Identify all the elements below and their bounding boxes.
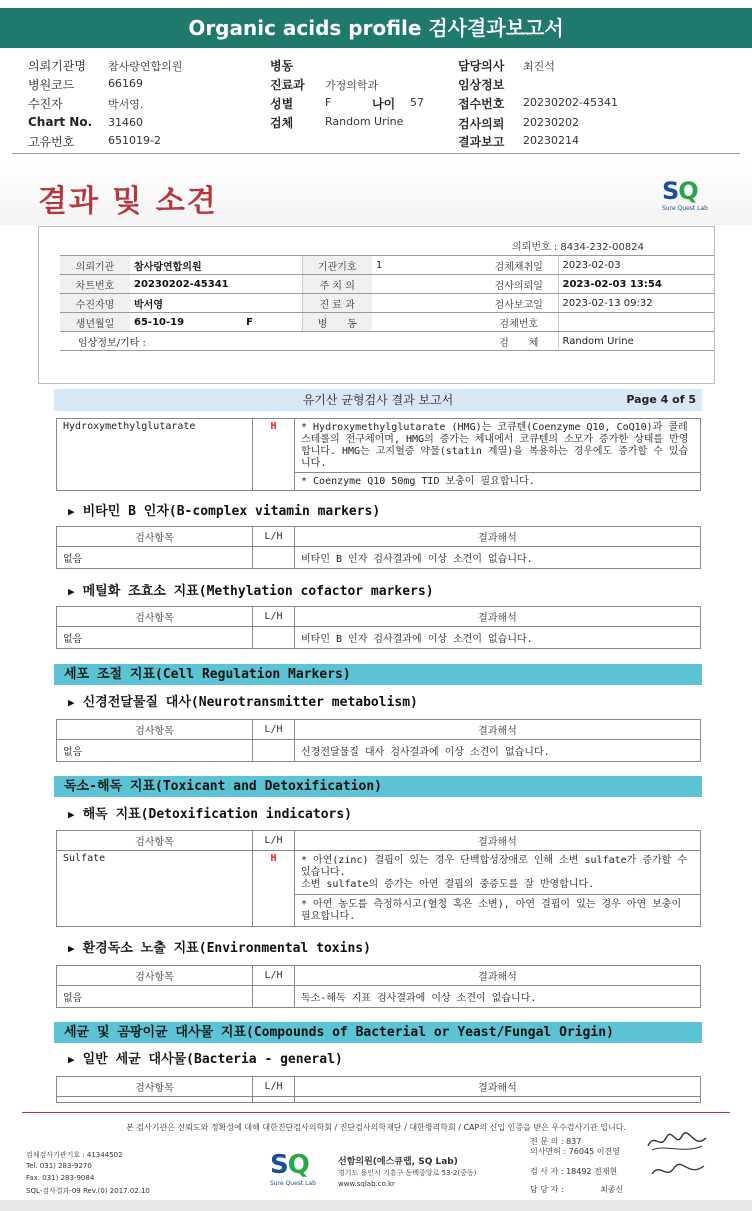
section-toxicant: 독소-해독 지표(Toxicant and Detoxification)	[54, 776, 702, 797]
col-header-lh: L/H	[253, 1077, 295, 1097]
table-row	[60, 332, 714, 351]
specimen-value: Random Urine	[558, 332, 714, 351]
logo-sub: Sure Quest Lab	[270, 1180, 316, 1187]
info-label: 수진자명	[60, 294, 130, 313]
test-item: Sulfate	[57, 851, 253, 927]
clinical-info: 임상정보/기타 :	[60, 332, 480, 351]
flag-high: H	[253, 851, 295, 927]
footer-left-line: Tel. 031) 283-9270	[26, 1162, 92, 1170]
result-title: 결과 및 소견	[38, 184, 218, 219]
footer-sq-logo	[270, 1150, 316, 1187]
info-value	[130, 313, 302, 332]
org-website: www.sqlab.co.kr	[338, 1180, 395, 1188]
hdr-value: 31460	[108, 116, 143, 129]
table-row	[60, 275, 714, 294]
info-value: 박서영	[130, 294, 302, 313]
info-value: 2023-02-13 09:32	[558, 294, 714, 313]
report-info-table	[60, 255, 714, 351]
logo-sub: Sure Quest Lab	[662, 205, 708, 212]
col-header-item: 검사항목	[57, 1077, 253, 1097]
hdr-label: Chart No.	[28, 115, 93, 129]
table-row	[57, 1097, 701, 1103]
info-label: 진 료 과	[302, 294, 372, 313]
interpretation	[295, 851, 701, 895]
vitb-table	[56, 526, 701, 569]
col-header-interp: 결과해석	[295, 607, 701, 627]
detox-table	[56, 830, 701, 927]
divider	[12, 153, 740, 154]
section-bacterial: 세균 및 곰팡이균 대사물 지표(Compounds of Bacterial or Yeast/Fungal Origin)	[54, 1022, 702, 1043]
page-number: Page 4 of 5	[626, 393, 696, 406]
interpretation: * Coenzyme Q10 50mg TID 보충이 필요합니다.	[295, 473, 701, 491]
hdr-value: 최진석	[523, 60, 555, 73]
col-header-lh: L/H	[253, 831, 295, 851]
test-item	[57, 1097, 253, 1103]
table-row	[60, 313, 714, 332]
interpretation: 비타민 B 인자 검사결과에 이상 소견이 없습니다.	[295, 627, 701, 649]
col-header-item: 검사항목	[57, 527, 253, 547]
triangle-right-icon: ▶	[68, 696, 75, 709]
footer-divider	[22, 1112, 730, 1113]
hdr-label: 검사의뢰	[458, 117, 505, 131]
col-header-interp: 결과해석	[295, 966, 701, 986]
interpretation	[295, 1097, 701, 1103]
table-row	[60, 256, 714, 275]
org-name: 선함의원(에스큐랩, SQ Lab)	[338, 1157, 458, 1167]
env-table	[56, 965, 701, 1008]
subsection-title: 신경전달물질 대사(Neurotransmitter metabolism)	[82, 695, 418, 710]
test-item: 없음	[57, 627, 253, 649]
flag	[253, 627, 295, 649]
footer-left-line: Fax. 031) 283-9084	[26, 1174, 95, 1182]
flag	[253, 1097, 295, 1103]
subsection-detox	[68, 803, 352, 822]
test-item: 없음	[57, 740, 253, 762]
hdr-label: 진료과	[270, 78, 305, 92]
hdr-label: 접수번호	[458, 97, 505, 111]
table-header	[57, 1077, 701, 1097]
col-header-item: 검사항목	[57, 966, 253, 986]
interpretation: * 아연 농도를 측정하시고(혈청 혹은 소변), 아연 결핍이 있는 경우 아연 보충이 필요합니다.	[295, 895, 701, 927]
charge-label: 담 당 자 :	[530, 1185, 564, 1194]
table-row	[57, 851, 701, 895]
info-label: 생년월일	[60, 313, 130, 332]
logo-s: S	[662, 177, 679, 205]
info-label: 검사의뢰일	[480, 275, 558, 294]
interp-line: 소변 sulfate의 증가는 아연 결핍의 중증도를 잘 반영합니다.	[301, 878, 595, 890]
table-header	[57, 966, 701, 986]
hdr-label: 결과보고	[458, 135, 505, 149]
test-item: 없음	[57, 547, 253, 569]
table-row	[57, 986, 701, 1008]
triangle-right-icon: ▶	[68, 505, 75, 518]
doctor-line	[530, 1146, 620, 1157]
subsection-title: 일반 세균 대사물(Bacteria - general)	[82, 1052, 343, 1067]
info-value: 20230202-45341	[130, 275, 302, 294]
table-row	[57, 547, 701, 569]
flag	[253, 986, 295, 1008]
col-header-lh: L/H	[253, 527, 295, 547]
hdr-value: 20230214	[523, 134, 579, 147]
info-value: 2023-02-03	[558, 256, 714, 275]
triangle-right-icon: ▶	[68, 808, 75, 821]
info-value	[372, 313, 480, 332]
subsection-neuro	[68, 691, 418, 710]
hmg-table	[56, 418, 701, 491]
report-title: Organic acids profile 검사결과보고서	[0, 8, 752, 48]
signature-icon	[644, 1128, 710, 1156]
info-label: 검 체	[480, 332, 558, 351]
hdr-label: 고유번호	[28, 135, 75, 149]
logo-q: Q	[287, 1150, 309, 1180]
doctor-label: 의사면허 :	[530, 1147, 567, 1156]
interpretation: 비타민 B 인자 검사결과에 이상 소견이 없습니다.	[295, 547, 701, 569]
col-header-interp: 결과해석	[295, 527, 701, 547]
hdr-label: 담당의사	[458, 59, 505, 73]
table-header	[57, 527, 701, 547]
info-label: 검체번호	[480, 313, 558, 332]
tech-line	[530, 1166, 617, 1177]
info-value: 참사랑연합의원	[130, 256, 302, 275]
page-bar-title: 유기산 균형검사 결과 보고서	[302, 393, 454, 407]
hdr-label: 임상정보	[458, 78, 505, 92]
info-value	[558, 313, 714, 332]
triangle-right-icon: ▶	[68, 585, 75, 598]
subsection-title: 해독 지표(Detoxification indicators)	[82, 807, 353, 822]
subsection-title: 메틸화 조효소 지표(Methylation cofactor markers)	[82, 584, 434, 599]
neuro-table	[56, 719, 701, 762]
subsection-title: 환경독소 노출 지표(Environmental toxins)	[82, 941, 371, 956]
interp-line: * 아연(zinc) 결핍이 있는 경우 단백합성장애로 인해 소변 sulfate가 증가할 수 있습니다.	[301, 854, 687, 878]
col-header-item: 검사항목	[57, 607, 253, 627]
table-row	[57, 419, 701, 473]
request-number: 의뢰번호 : 8434-232-00824	[512, 242, 644, 253]
test-item: 없음	[57, 986, 253, 1008]
birth-date: 65-10-19	[134, 316, 185, 328]
subsection-env	[68, 937, 371, 956]
tech-label: 검 사 자 :	[530, 1167, 564, 1176]
info-label: 병 동	[302, 313, 372, 332]
hdr-value: Random Urine	[325, 115, 404, 128]
info-label: 기관기호	[302, 256, 372, 275]
section-cell-regulation: 세포 조절 지표(Cell Regulation Markers)	[54, 664, 702, 685]
info-label: 검체채취일	[480, 256, 558, 275]
flag	[253, 547, 295, 569]
interpretation: 신경전달물질 대사 검사결과에 이상 소견이 없습니다.	[295, 740, 701, 762]
subsection-title: 비타민 B 인자(B-complex vitamin markers)	[82, 504, 381, 519]
table-header	[57, 607, 701, 627]
hdr-label: 수진자	[28, 97, 63, 111]
col-header-lh: L/H	[253, 966, 295, 986]
charge-line	[530, 1184, 623, 1195]
col-header-interp: 결과해석	[295, 720, 701, 740]
table-row	[57, 740, 701, 762]
test-item: Hydroxymethylglutarate	[57, 419, 253, 491]
info-label: 주 치 의	[302, 275, 372, 294]
col-header-item: 검사항목	[57, 720, 253, 740]
table-header	[57, 720, 701, 740]
hdr-value: 박서영.	[108, 98, 144, 111]
info-value: 2023-02-03 13:54	[558, 275, 714, 294]
flag-high: H	[253, 419, 295, 491]
info-label: 검사보고일	[480, 294, 558, 313]
sex-value: F	[246, 316, 253, 328]
flag	[253, 740, 295, 762]
hdr-label: 성별	[270, 97, 294, 111]
info-label: 의뢰기관	[60, 256, 130, 275]
col-header-interp: 결과해석	[295, 1077, 701, 1097]
hdr-value: 20230202-45341	[523, 96, 618, 109]
table-row	[60, 294, 714, 313]
page-bar	[54, 389, 702, 411]
logo-q: Q	[678, 177, 698, 205]
hdr-label: 병동	[270, 59, 294, 73]
footer-note: 본 검사기관은 신뢰도와 정확성에 대해 대한진단검사의학회 / 진단검사의학재단 / 대한병리학회 / CAP의 신입 인증을 받은 우수검사기관 입니다.	[126, 1123, 626, 1132]
triangle-right-icon: ▶	[68, 1053, 75, 1066]
hdr-value: 참사랑연합의원	[108, 60, 183, 73]
subsection-bacteria-general	[68, 1048, 343, 1067]
age-label: 나이	[372, 97, 396, 111]
tech-value: 18492 전재현	[566, 1167, 618, 1176]
info-value: 1	[372, 256, 480, 275]
subsection-vitb	[68, 500, 380, 519]
info-value	[372, 294, 480, 313]
hdr-label: 의뢰기관명	[28, 59, 86, 73]
table-header	[57, 831, 701, 851]
col-header-item: 검사항목	[57, 831, 253, 851]
info-label: 차트번호	[60, 275, 130, 294]
col-header-lh: L/H	[253, 720, 295, 740]
hdr-value: 651019-2	[108, 134, 161, 147]
spec-no: 837	[566, 1137, 582, 1146]
logo-s: S	[270, 1150, 288, 1180]
hdr-value: 가정의학과	[325, 79, 379, 92]
hdr-label: 병원코드	[28, 78, 75, 92]
interpretation: * Hydroxymethylglutarate (HMG)는 코큐텐(Coenzyme Q10, CoQ10)과 콜레스테롤의 전구체이며, HMG의 증가는 체내에서 코큐텐의 소모가 증가한 상태를 반영합니다. HMG는 고지혈증 약물(statin 계열)을 복용하는 경우에도 증가할 수 있습니다.	[295, 419, 701, 473]
col-header-lh: L/H	[253, 607, 295, 627]
hdr-value: F	[325, 96, 332, 109]
page-bottom-margin	[0, 1200, 752, 1211]
col-header-interp: 결과해석	[295, 831, 701, 851]
hdr-value: 20230202	[523, 116, 579, 129]
footer-left-line: SQL-검사결과-09 Rev.(0) 2017.02.10	[26, 1187, 150, 1195]
interpretation: 독소-해독 지표 검사결과에 이상 소견이 없습니다.	[295, 986, 701, 1008]
footer-left-line: 검체검사기관기호 : 41344502	[26, 1151, 123, 1159]
doctor-value: 76045 이진영	[568, 1147, 620, 1156]
hdr-value: 66169	[108, 77, 143, 90]
meth-table	[56, 606, 701, 649]
hdr-label: 검체	[270, 116, 294, 130]
spec-label: 전 문 의 :	[530, 1137, 564, 1146]
age-value: 57	[410, 96, 424, 109]
subsection-meth	[68, 580, 434, 599]
bact-table	[56, 1076, 701, 1103]
signature-icon	[648, 1160, 708, 1182]
sq-logo	[662, 177, 714, 217]
table-row	[57, 627, 701, 649]
charge-value: 최종신	[600, 1185, 624, 1194]
triangle-right-icon: ▶	[68, 942, 75, 955]
org-address: 경기도 용인시 기흥구 동백중앙로 53-2(중동)	[338, 1169, 477, 1177]
info-value	[372, 275, 480, 294]
